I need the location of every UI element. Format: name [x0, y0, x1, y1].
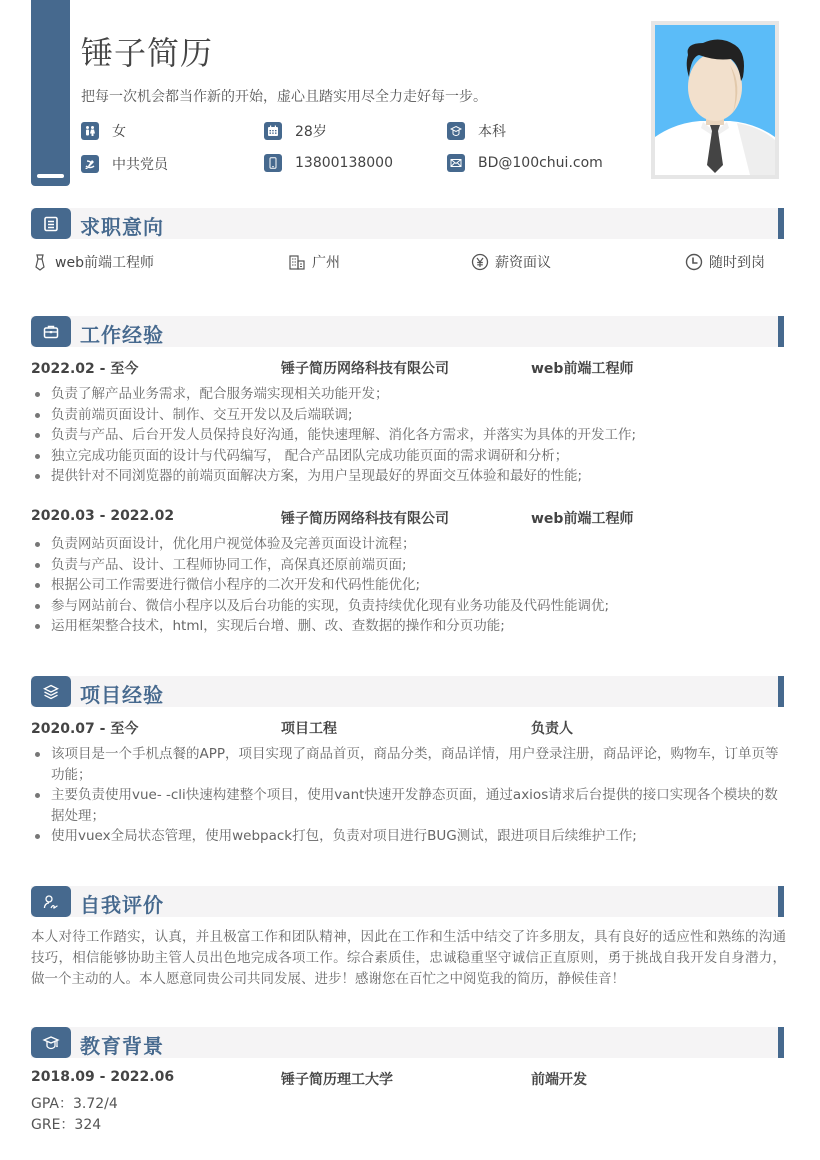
section-title-intent: 求职意向	[80, 215, 164, 239]
section-header-work	[31, 316, 784, 347]
user-sign-icon	[31, 886, 71, 917]
resume-name: 锤子简历	[81, 34, 214, 72]
list-item: 该项目是一个手机点餐的APP，项目实现了商品首页，商品分类，商品详情，用户登录注册，商品评论，购物车，订单页等功能；	[31, 744, 787, 785]
info-age-value: 28岁	[295, 124, 327, 140]
work-entry-2-bullets	[31, 534, 791, 637]
project-role: 负责人	[531, 721, 573, 737]
list-item: 参与网站前台、微信小程序以及后台功能的实现，负责持续优化现有业务功能及代码性能调优;	[31, 596, 791, 617]
info-email-value[interactable]: BD@100chui.com	[478, 155, 603, 171]
education-gpa: GPA：3.72/4	[31, 1096, 118, 1112]
phone-icon	[264, 154, 282, 172]
list-item: 运用框架整合技术，html，实现后台增、删、改、查数据的操作和分页功能;	[31, 616, 791, 637]
work-entry-1-head	[31, 358, 784, 378]
mail-icon	[447, 154, 465, 172]
building-icon	[288, 253, 306, 271]
list-item: 负责网站页面设计，优化用户视觉体验及完善页面设计流程；	[31, 534, 791, 555]
project-period: 2020.07 - 至今	[31, 721, 139, 737]
section-end-bar	[778, 1027, 784, 1058]
education-details	[31, 1094, 118, 1136]
info-political	[81, 154, 168, 174]
work-period: 2022.02 - 至今	[31, 361, 139, 377]
section-end-bar	[778, 676, 784, 707]
list-item: 使用vuex全局状态管理，使用webpack打包，负责对项目进行BUG测试，跟进项目后续维护工作;	[31, 826, 787, 847]
intent-availability	[685, 252, 765, 272]
graduation-icon	[447, 122, 465, 140]
list-item: 负责前端页面设计、制作、交互开发以及后端联调;	[31, 405, 791, 426]
list-item: 负责了解产品业务需求，配合服务端实现相关功能开发；	[31, 384, 791, 405]
info-gender	[81, 121, 126, 141]
job-intent-row	[31, 252, 784, 274]
info-degree	[447, 121, 506, 141]
section-title-education: 教育背景	[80, 1034, 164, 1058]
section-title-self: 自我评价	[80, 893, 164, 917]
intent-availability-value: 随时到岗	[709, 255, 765, 271]
header-accent-bar	[31, 0, 70, 186]
section-title-project: 项目经验	[80, 683, 164, 707]
education-gre: GRE：324	[31, 1116, 102, 1133]
party-icon	[81, 155, 99, 173]
work-role: web前端工程师	[531, 361, 634, 377]
intent-position-value: web前端工程师	[55, 255, 154, 271]
yen-icon	[471, 253, 489, 271]
section-header-project	[31, 676, 784, 707]
education-period: 2018.09 - 2022.06	[31, 1069, 175, 1085]
intent-city	[288, 252, 340, 272]
profile-photo	[651, 21, 779, 179]
education-entry-1-head	[31, 1069, 784, 1089]
education-school: 锤子简历理工大学	[281, 1072, 393, 1088]
section-end-bar	[778, 316, 784, 347]
section-end-bar	[778, 208, 784, 239]
gender-icon	[81, 122, 99, 140]
work-company: 锤子简历网络科技有限公司	[281, 361, 449, 377]
project-name: 项目工程	[281, 721, 337, 737]
calendar-icon	[264, 122, 282, 140]
layers-icon	[31, 676, 71, 707]
list-item: 负责与产品、后台开发人员保持良好沟通，能快速理解、消化各方需求，并落实为具体的开发工作;	[31, 425, 791, 446]
clock-icon	[685, 253, 703, 271]
info-email	[447, 154, 603, 172]
info-age	[264, 121, 327, 141]
education-major: 前端开发	[531, 1072, 587, 1088]
intent-city-value: 广州	[312, 255, 340, 271]
project-entry-1-head	[31, 718, 784, 738]
section-header-intent	[31, 208, 784, 239]
intent-salary	[471, 252, 551, 272]
section-end-bar	[778, 886, 784, 917]
self-evaluation-text: 本人对待工作踏实，认真，并且极富工作和团队精神，因此在工作和生活中结交了许多朋友，具有良好的适应性和熟练的沟通技巧，相信能够协助主管人员出色地完成各项工作。综合素质佳，忠诚稳重坚守诚信正直原则，勇于挑战自我开发自身潜力，做一个主动的人。本人愿意同贵公司共同发展、进步！感谢您在百忙之中阅览我的简历，静候佳音！	[31, 929, 786, 987]
info-gender-value: 女	[112, 124, 126, 140]
work-entry-2-head	[31, 508, 784, 528]
list-item: 独立完成功能页面的设计与代码编写， 配合产品团队完成功能页面的需求调研和分析；	[31, 446, 791, 467]
section-header-education	[31, 1027, 784, 1058]
intent-position	[31, 252, 154, 272]
briefcase-icon	[31, 316, 71, 347]
work-role: web前端工程师	[531, 511, 634, 527]
section-header-self	[31, 886, 784, 917]
work-period: 2020.03 - 2022.02	[31, 508, 175, 524]
work-entry-1-bullets	[31, 384, 791, 487]
info-political-value: 中共党员	[112, 157, 168, 173]
info-phone-value[interactable]: 13800138000	[295, 155, 393, 171]
accent-dash	[37, 174, 64, 178]
avatar-illustration	[655, 25, 775, 175]
tie-icon	[31, 253, 49, 271]
list-item: 提供针对不同浏览器的前端页面解决方案，为用户呈现最好的界面交互体验和最好的性能;	[31, 466, 791, 487]
section-title-work: 工作经验	[80, 323, 164, 347]
list-item: 根据公司工作需要进行微信小程序的二次开发和代码性能优化;	[31, 575, 791, 596]
list-item: 负责与产品、设计、工程师协同工作，高保真还原前端页面;	[31, 555, 791, 576]
info-phone	[264, 154, 393, 172]
work-company: 锤子简历网络科技有限公司	[281, 511, 449, 527]
clipboard-icon	[31, 208, 71, 239]
project-entry-1-bullets	[31, 744, 787, 847]
list-item: 主要负责使用vue- -cli快速构建整个项目，使用vant快速开发静态页面，通过axios请求后台提供的接口实现各个模块的数据处理；	[31, 785, 787, 826]
info-degree-value: 本科	[478, 124, 506, 140]
resume-motto: 把每一次机会都当作新的开始，虚心且踏实用尽全力走好每一步。	[81, 89, 487, 105]
intent-salary-value: 薪资面议	[495, 255, 551, 271]
graduation-cap-icon	[31, 1027, 71, 1058]
